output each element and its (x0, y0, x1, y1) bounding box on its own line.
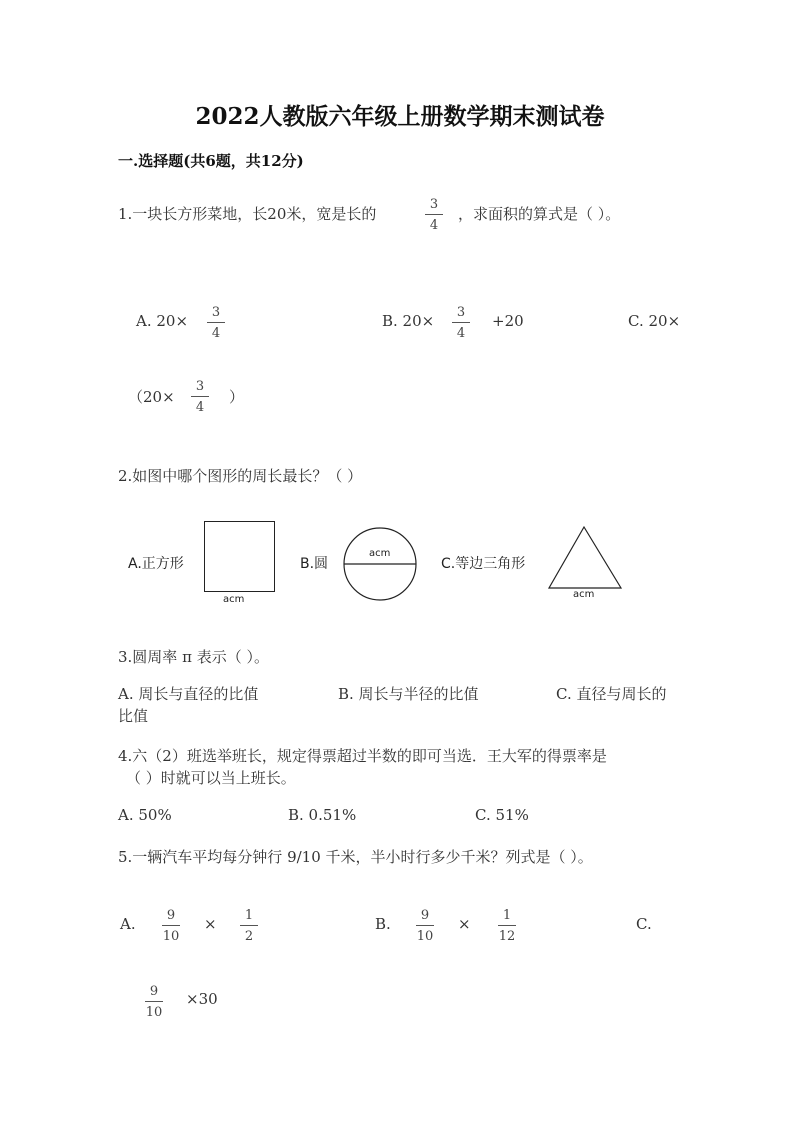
q2-option-a-label: A.正方形 (128, 556, 184, 572)
q1-option-b-text: B. 20× (382, 312, 435, 330)
q5-option-a-fraction-1 (160, 909, 182, 943)
q3-option-a: A. 周长与直径的比值 (118, 685, 259, 703)
q5-option-c-den: 10 (145, 1005, 163, 1020)
q5-option-c-fraction (143, 985, 165, 1019)
page-title: 2022人教版六年级上册数学期末测试卷 (195, 103, 605, 130)
q5-option-b-times: × (458, 915, 471, 933)
q5-option-c-tail: ×30 (186, 990, 218, 1008)
q1-option-c-text: C. 20× (628, 312, 681, 330)
q5-option-b-den-1: 10 (416, 929, 434, 944)
q3-option-b: B. 周长与半径的比值 (338, 685, 479, 703)
q4-option-a: A. 50% (118, 806, 172, 824)
q5-option-c-num: 9 (149, 984, 159, 999)
q4-option-b: B. 0.51% (288, 806, 357, 824)
circle-figure (340, 526, 420, 602)
q1-stem-fraction-den: 4 (429, 218, 439, 233)
q1-stem-b: ，求面积的算式是（ ）。 (458, 205, 621, 223)
q1-option-a-den: 4 (211, 326, 221, 341)
q2-circle-dim: acm (369, 548, 391, 559)
q1-option-c-open: （20× (128, 388, 175, 406)
q2-triangle-dim: acm (573, 589, 595, 600)
q5-option-b-label: B. (375, 915, 391, 933)
q5-option-a-num-1: 9 (166, 908, 176, 923)
q1-option-c-num: 3 (195, 379, 205, 394)
q5-option-a-den-1: 10 (162, 929, 180, 944)
q1-option-a-num: 3 (211, 305, 221, 320)
q1-option-c-close: ） (229, 388, 245, 406)
q4-stem-line-2: （ ）时就可以当上班长。 (126, 769, 296, 787)
q1-option-b-fraction (450, 306, 472, 340)
q5-option-b-fraction-2 (496, 909, 518, 943)
q2-option-b-label: B.圆 (300, 556, 329, 572)
q5-option-a-label: A. (120, 915, 136, 933)
q1-option-b-den: 4 (456, 326, 466, 341)
q1-option-a-text: A. 20× (136, 312, 189, 330)
q5-option-b-fraction-1 (414, 909, 436, 943)
q3-option-c: C. 直径与周长的 (556, 685, 667, 703)
q5-option-c-label: C. (636, 915, 652, 933)
q1-option-c-den: 4 (195, 400, 205, 415)
triangle-outline (549, 527, 621, 588)
q1-stem-fraction (423, 198, 445, 232)
q5-option-b-den-2: 12 (498, 929, 516, 944)
q1-stem-fraction-num: 3 (429, 197, 439, 212)
q1-option-a-fraction (205, 306, 227, 340)
section-heading: 一.选择题(共6题，共12分) (118, 152, 304, 170)
square-figure (204, 521, 275, 592)
q2-square-dim: acm (223, 594, 245, 605)
q4-option-c: C. 51% (475, 806, 529, 824)
q4-stem-line-1: 4.六（2）班选举班长，规定得票超过半数的即可当选．王大军的得票率是 (118, 747, 607, 765)
q1-option-c-fraction (189, 380, 211, 414)
q5-option-a-den-2: 2 (244, 929, 254, 944)
triangle-figure (546, 525, 624, 591)
q2-option-c-label: C.等边三角形 (441, 556, 526, 572)
q3-option-c-continued: 比值 (118, 707, 149, 725)
q5-option-b-num-1: 9 (420, 908, 430, 923)
q5-option-a-num-2: 1 (244, 908, 254, 923)
q5-stem: 5.一辆汽车平均每分钟行 9/10 千米，半小时行多少千米？列式是（ ）。 (118, 848, 593, 866)
q1-option-b-num: 3 (456, 305, 466, 320)
q3-stem: 3.圆周率 π 表示（ ）。 (118, 648, 269, 666)
q2-stem: 2.如图中哪个图形的周长最长？（ ） (118, 467, 363, 485)
q5-option-b-num-2: 1 (502, 908, 512, 923)
q5-option-a-times: × (204, 915, 217, 933)
q5-option-a-fraction-2 (238, 909, 260, 943)
q1-option-b-tail: +20 (492, 312, 524, 330)
q1-stem-a: 1.一块长方形菜地，长20米，宽是长的 (118, 205, 377, 223)
